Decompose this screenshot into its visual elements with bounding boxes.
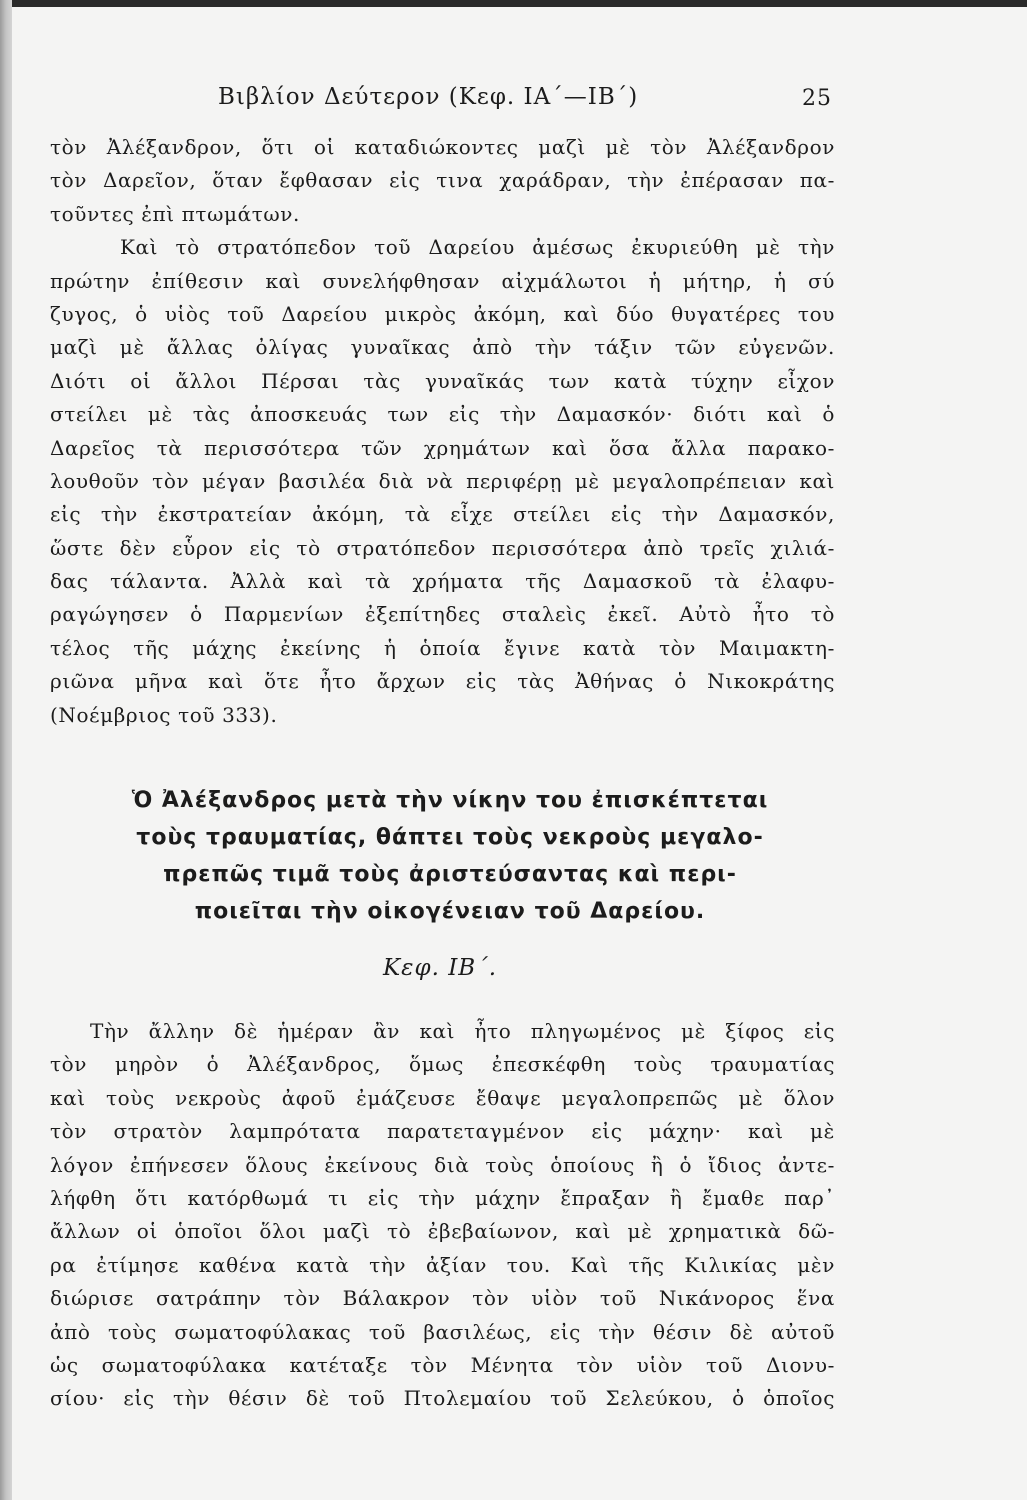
text-line: τὸν Δαρεῖον, ὅταν ἔφθασαν εἰς τινα χαράδραν, τὴν ἐπέρασαν πα- <box>50 168 835 193</box>
chapter-label: Κεφ. ΙΒ΄. <box>382 955 498 981</box>
heading-line: ποιεῖται τὴν οἰκογένειαν τοῦ Δαρείου. <box>194 899 706 924</box>
text-line: Τὴν ἄλλην δὲ ἡμέραν ἂν καὶ ἦτο πληγωμένος μὲ ξίφος εἰς <box>90 1019 835 1043</box>
text-line: (Νοέμβριος τοῦ 333). <box>50 702 278 727</box>
text-line: λουθοῦν τὸν μέγαν βασιλέα διὰ νὰ περιφέρῃ μὲ μεγαλοπρέπειαν καὶ <box>50 468 835 493</box>
text-line: πρώτην ἐπίθεσιν καὶ συνελήφθησαν αἰχμάλωτοι ἡ μήτηρ, ἡ σύ <box>50 268 835 293</box>
text-line: Διότι οἱ ἄλλοι Πέρσαι τὰς γυναῖκάς των κατὰ τύχην εἶχον <box>50 368 835 393</box>
text-line: λόγον ἐπήνεσεν ὅλους ἐκείνους διὰ τοὺς ὁποίους ἢ ὁ ἴδιος ἀντε- <box>50 1152 835 1177</box>
text-line: τὸν Ἀλέξανδρον, ὅτι οἱ καταδιώκοντες μαζὶ μὲ τὸν Ἀλέξανδρον <box>50 135 835 159</box>
heading-line: τοὺς τραυματίας, θάπτει τοὺς νεκροὺς μεγαλο- <box>136 825 764 850</box>
text-line: Δαρεῖος τὰ περισσότερα τῶν χρημάτων καὶ ὅσα ἄλλα παρακο- <box>50 435 835 460</box>
text-line: ρα ἐτίμησε καθένα κατὰ τὴν ἀξίαν του. Καὶ τῆς Κιλικίας μὲν <box>50 1252 835 1277</box>
text-line: τοῦντες ἐπὶ πτωμάτων. <box>50 201 300 226</box>
text-line: καὶ τοὺς νεκροὺς ἀφοῦ ἐμάζευσε ἔθαψε μεγαλοπρεπῶς μὲ ὅλον <box>50 1085 835 1110</box>
page-number: 25 <box>802 86 832 111</box>
text-line: ζυγος, ὁ υἱὸς τοῦ Δαρείου μικρὸς ἀκόμη, καὶ δύο θυγατέρες του <box>50 301 835 326</box>
scan-edge-top <box>0 0 1027 7</box>
text-line: τέλος τῆς μάχης ἐκείνης ἡ ὁποία ἔγινε κατὰ τὸν Μαιμακτη- <box>50 635 835 660</box>
scan-edge-left <box>0 0 12 1500</box>
text-line: ριῶνα μῆνα καὶ ὅτε ἦτο ἄρχων εἰς τὰς Ἀθήνας ὁ Νικοκράτης <box>50 669 835 694</box>
section-heading <box>110 782 790 930</box>
text-line: λήφθη ὅτι κατόρθωμά τι εἰς τὴν μάχην ἔπραξαν ἢ ἔμαθε παρ᾽ <box>50 1185 835 1210</box>
text-line: μαζὶ μὲ ἄλλας ὀλίγας γυναῖκας ἀπὸ τὴν τάξιν τῶν εὐγενῶν. <box>50 335 835 360</box>
text-line: τὸν μηρὸν ὁ Ἀλέξανδρος, ὅμως ἐπεσκέφθη τοὺς τραυματίας <box>50 1052 835 1077</box>
heading-line: Ὁ Ἀλέξανδρος μετὰ τὴν νίκην του ἐπισκέπτεται <box>131 788 769 813</box>
text-line: εἰς τὴν ἐκστρατείαν ἀκόμη, τὰ εἶχε στείλει εἰς τὴν Δαμασκόν, <box>50 502 835 527</box>
text-line: δας τάλαντα. Ἀλλὰ καὶ τὰ χρήματα τῆς Δαμασκοῦ τὰ ἐλαφυ- <box>50 569 835 594</box>
text-line: ὥστε δὲν εὗρον εἰς τὸ στρατόπεδον περισσότερα ἀπὸ τρεῖς χιλιά- <box>50 535 835 560</box>
text-line: ραγώγησεν ὁ Παρμενίων ἐξεπίτηδες σταλεὶς ἐκεῖ. Αὐτὸ ἦτο τὸ <box>50 602 835 627</box>
text-line: διώρισε σατράπην τὸν Βάλακρον τὸν υἱὸν τοῦ Νικάνορος ἕνα <box>50 1286 835 1311</box>
body-text-bottom <box>50 1015 835 1416</box>
heading-line: πρεπῶς τιμᾶ τοὺς ἀριστεύσαντας καὶ περι- <box>163 862 737 887</box>
text-line: Καὶ τὸ στρατόπεδον τοῦ Δαρείου ἀμέσως ἐκυριεύθη μὲ τὴν <box>120 235 835 260</box>
running-title: Βιβλίον Δεύτερον (Κεφ. ΙΑ΄—ΙΒ΄) <box>218 84 639 110</box>
text-line: στείλει μὲ τὰς ἀποσκευάς των εἰς τὴν Δαμασκόν· διότι καὶ ὁ <box>50 402 835 427</box>
page-header <box>0 78 1027 118</box>
text-line: τὸν στρατὸν λαμπρότατα παρατεταγμένον εἰς μάχην· καὶ μὲ <box>50 1119 835 1144</box>
text-line: σίου· εἰς τὴν θέσιν δὲ τοῦ Πτολεμαίου τοῦ Σελεύκου, ὁ ὁποῖος <box>50 1386 835 1411</box>
text-line: ὡς σωματοφύλακα κατέταξε τὸν Μένητα τὸν υἱὸν τοῦ Διονυ- <box>50 1352 835 1377</box>
body-text-top <box>50 131 835 732</box>
text-line: ἀπὸ τοὺς σωματοφύλακας τοῦ βασιλέως, εἰς τὴν θέσιν δὲ αὐτοῦ <box>50 1319 835 1344</box>
text-line: ἄλλων οἱ ὁποῖοι ὅλοι μαζὶ τὸ ἐβεβαίωνον, καὶ μὲ χρηματικὰ δῶ- <box>50 1219 835 1244</box>
